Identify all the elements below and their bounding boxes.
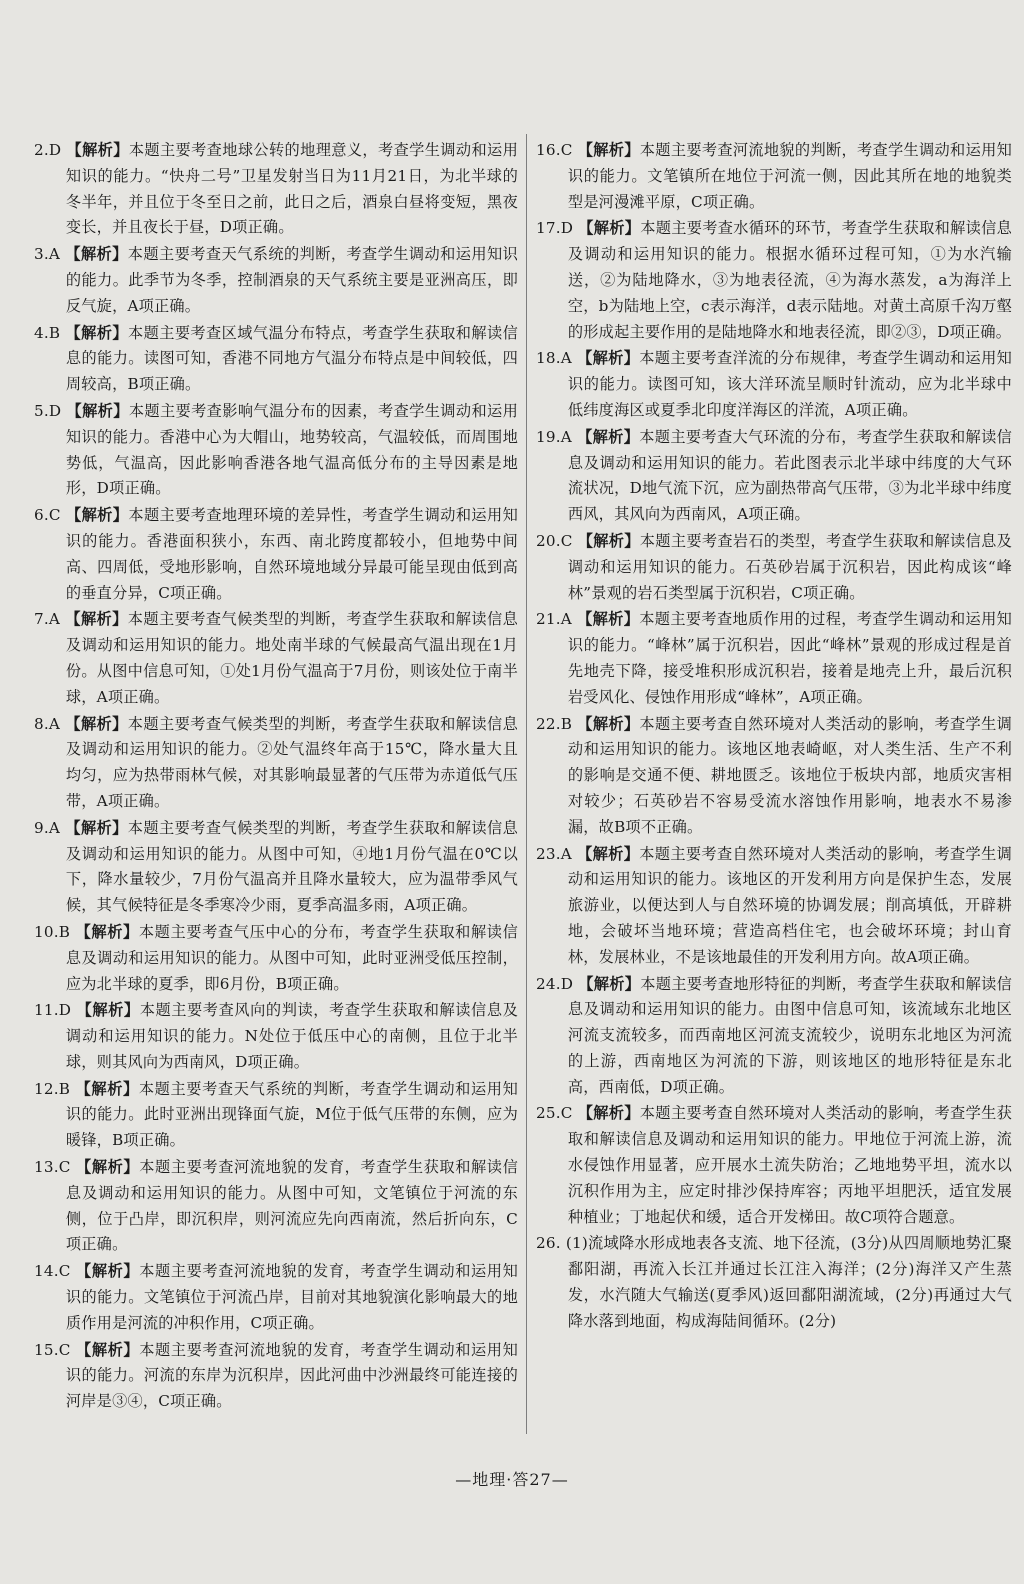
analysis-tag: 【解析】	[577, 349, 640, 368]
analysis-tag: 【解析】	[577, 531, 640, 550]
answer-number: 8.A	[34, 714, 61, 733]
answer-number: 26.	[536, 1234, 561, 1253]
answer-text: 本题主要考查大气环流的分布，考查学生获取和解读信息及调动和运用知识的能力。若此图表示北半球中纬度的大气环流状况，D地气流下沉，应为副热带高气压带，③为北半球中纬度西风，其风向为西南风，A项正确。	[567, 427, 1012, 524]
answer-number: 6.C	[34, 506, 61, 525]
answer-text: 本题主要考查地形特征的判断，考查学生获取和解读信息及调动和运用知识的能力。由图中信息可知，该流域东北地区河流支流较多，而西南地区河流支流较少，说明东北地区为河流的上游，西南地区为河流的下游，则该地区的地形特征是东北高，西南低，D项正确。	[567, 974, 1012, 1096]
analysis-tag: 【解析】	[65, 245, 128, 264]
answer-number: 4.B	[34, 323, 61, 342]
answer-item	[536, 712, 1012, 841]
column-divider	[526, 134, 527, 1434]
analysis-tag: 【解析】	[578, 219, 641, 238]
answer-text: 本题主要考查自然环境对人类活动的影响，考查学生调动和运用知识的能力。该地区地表崎岖，对人类生活、生产不利的影响是交通不便、耕地匮乏。该地位于板块内部，地质灾害相对较少；石英砂岩不容易受流水溶蚀作用影响，地表水不易渗漏，故B项不正确。	[567, 714, 1012, 836]
answer-item	[34, 1338, 518, 1415]
analysis-tag: 【解析】	[65, 610, 128, 629]
answer-item	[34, 242, 518, 319]
answer-text: 本题主要考查地球公转的地理意义，考查学生调动和运用知识的能力。“快舟二号”卫星发射当日为11月21日，为北半球的冬半年，并且位于冬至日之前，此日之后，酒泉白昼将变短，黑夜变长，并且夜长于昼，D项正确。	[65, 141, 518, 237]
answer-number: 18.A	[536, 349, 572, 368]
answer-item	[34, 1155, 518, 1258]
analysis-tag: 【解析】	[577, 427, 640, 446]
answer-text: 本题主要考查天气系统的判断，考查学生调动和运用知识的能力。此时亚洲出现锋面气旋，M位于低气压带的东侧，应为暖锋，B项正确。	[65, 1079, 518, 1150]
answer-text: 本题主要考查气候类型的判断，考查学生获取和解读信息及调动和运用知识的能力。②处气温终年高于15℃，降水量大且均匀，应为热带雨林气候，对其影响最显著的气压带为赤道低气压带，A项正确。	[65, 714, 518, 810]
analysis-tag: 【解析】	[65, 323, 128, 342]
answer-text: 本题主要考查气候类型的判断，考查学生获取和解读信息及调动和运用知识的能力。地处南半球的气候最高气温出现在1月份。从图中信息可知，①处1月份气温高于7月份，则该处位于南半球，A项正确。	[65, 610, 518, 706]
answer-item	[536, 842, 1012, 971]
analysis-tag: 【解析】	[65, 714, 128, 733]
right-column	[536, 138, 1012, 1336]
answer-text: 本题主要考查河流地貌的判断，考查学生调动和运用知识的能力。文笔镇所在地位于河流一侧，因此其所在地的地貌类型是河漫滩平原，C项正确。	[567, 141, 1012, 211]
analysis-tag: 【解析】	[577, 844, 640, 863]
answer-text: 本题主要考查岩石的类型，考查学生获取和解读信息及调动和运用知识的能力。石英砂岩属于沉积岩，因此构成该“峰林”景观的岩石类型属于沉积岩，C项正确。	[567, 531, 1012, 602]
analysis-tag: 【解析】	[577, 141, 640, 159]
answer-item	[536, 138, 1012, 215]
answer-number: 10.B	[34, 922, 71, 941]
analysis-tag: 【解析】	[578, 974, 641, 993]
analysis-tag: 【解析】	[65, 818, 128, 837]
answer-number: 23.A	[536, 844, 572, 863]
analysis-tag: 【解析】	[76, 1158, 140, 1177]
answer-text: 本题主要考查洋流的分布规律，考查学生调动和运用知识的能力。读图可知，该大洋环流呈顺时针流动，应为北半球中低纬度海区或夏季北印度洋海区的洋流，A项正确。	[567, 349, 1012, 419]
answer-item	[34, 607, 518, 710]
answer-item	[34, 712, 518, 815]
answer-number: 12.B	[34, 1079, 71, 1098]
answer-text: (1)流域降水形成地表各支流、地下径流，(3分)从四周顺地势汇聚鄱阳湖，再流入长江并通过长江注入海洋；(2分)海洋又产生蒸发，水汽随大气输送(夏季风)返回鄱阳湖流域，(2分)再通过大气降水落到地面，构成海陆间循环。(2分)	[565, 1234, 1012, 1330]
answer-text: 本题主要考查地理环境的差异性，考查学生调动和运用知识的能力。香港面积狭小，东西、南北跨度都较小，但地势中间高、四周低，受地形影响，自然环境地域分异最可能呈现由低到高的垂直分异，C项正确。	[65, 506, 519, 602]
answer-item	[536, 346, 1012, 423]
analysis-tag: 【解析】	[577, 610, 640, 629]
page-footer: —地理·答27—	[455, 1470, 569, 1489]
left-column	[34, 138, 518, 1416]
answer-text: 本题主要考查气压中心的分布，考查学生获取和解读信息及调动和运用知识的能力。从图中可知，此时亚洲受低压控制，应为北半球的夏季，即6月份，B项正确。	[65, 922, 518, 993]
answer-text: 本题主要考查气候类型的判断，考查学生获取和解读信息及调动和运用知识的能力。从图中可知，④地1月份气温在0℃以下，降水量较少，7月份气温高并且降水量较大，应为温带季风气候，其气候特征是冬季寒冷少雨，夏季高温多雨，A项正确。	[65, 818, 518, 915]
answer-number: 7.A	[34, 610, 61, 629]
answer-item	[536, 1101, 1012, 1230]
answer-number: 9.A	[34, 818, 61, 837]
analysis-tag: 【解析】	[75, 1079, 139, 1098]
answer-number: 24.D	[536, 974, 574, 993]
answer-item	[536, 607, 1012, 710]
answer-item	[536, 216, 1012, 345]
analysis-tag: 【解析】	[76, 1340, 140, 1359]
answer-text: 本题主要考查河流地貌的发育，考查学生调动和运用知识的能力。河流的东岸为沉积岸，因此河曲中沙洲最终可能连接的河岸是③④，C项正确。	[65, 1340, 518, 1411]
answer-item	[536, 529, 1012, 606]
answer-item	[536, 1231, 1012, 1334]
answer-number: 15.C	[34, 1340, 71, 1359]
analysis-tag: 【解析】	[66, 141, 129, 159]
answer-number: 22.B	[536, 714, 573, 733]
answer-item	[34, 1259, 518, 1336]
answer-item	[34, 503, 518, 606]
answer-number: 21.A	[536, 610, 572, 629]
answer-text: 本题主要考查区域气温分布特点，考查学生获取和解读信息的能力。读图可知，香港不同地方气温分布特点是中间较低，四周较高，B项正确。	[65, 323, 519, 394]
answer-number: 17.D	[536, 219, 574, 238]
analysis-tag: 【解析】	[577, 1104, 640, 1123]
analysis-tag: 【解析】	[65, 506, 129, 525]
answer-number: 20.C	[536, 531, 573, 550]
answer-text: 本题主要考查自然环境对人类活动的影响，考查学生调动和运用知识的能力。该地区的开发利用方向是保护生态，发展旅游业，以便达到人与自然环境的协调发展；削高填低，开辟耕地，会破坏当地环境；营造高档住宅，也会破坏环境；封山育林，发展林业，不是该地最佳的开发利用方向。故A项正确。	[567, 844, 1012, 966]
answer-number: 3.A	[34, 245, 61, 264]
answer-item	[34, 920, 518, 997]
answer-item	[536, 972, 1012, 1101]
answer-text: 本题主要考查风向的判读，考查学生获取和解读信息及调动和运用知识的能力。N处位于低压中心的南侧，且位于北半球，则其风向为西南风，D项正确。	[65, 1001, 518, 1071]
answer-item	[34, 399, 518, 502]
answer-text: 本题主要考查影响气温分布的因素，考查学生调动和运用知识的能力。香港中心为大帽山，地势较高，气温较低，而周围地势低，气温高，因此影响香港各地气温高低分布的主导因素是地形，D项正确。	[65, 401, 518, 498]
answer-number: 14.C	[34, 1262, 71, 1281]
analysis-tag: 【解析】	[66, 401, 129, 420]
answer-number: 25.C	[536, 1104, 573, 1123]
answer-text: 本题主要考查河流地貌的发育，考查学生调动和运用知识的能力。文笔镇位于河流凸岸，目前对其地貌演化影响最大的地质作用是河流的冲积作用，C项正确。	[65, 1262, 518, 1332]
answer-number: 2.D	[34, 141, 62, 159]
answer-text: 本题主要考查水循环的环节，考查学生获取和解读信息及调动和运用知识的能力。根据水循环过程可知，①为水汽输送，②为陆地降水，③为地表径流，④为海水蒸发，a为海洋上空，b为陆地上空，c表示海洋，d表示陆地。对黄土高原千沟万壑的形成起主要作用的是陆地降水和地表径流，即②③，D项正确。	[567, 219, 1012, 341]
answer-number: 19.A	[536, 427, 572, 446]
analysis-tag: 【解析】	[75, 922, 139, 941]
answer-item	[34, 321, 518, 398]
answer-item	[536, 425, 1012, 528]
answer-item	[34, 138, 518, 241]
answer-item	[34, 1077, 518, 1154]
answer-text: 本题主要考查天气系统的判断，考查学生调动和运用知识的能力。此季节为冬季，控制酒泉的天气系统主要是亚洲高压，即反气旋，A项正确。	[65, 245, 518, 315]
answer-text: 本题主要考查地质作用的过程，考查学生调动和运用知识的能力。“峰林”属于沉积岩，因此“峰林”景观的形成过程是首先地壳下降，接受堆积形成沉积岩，接着是地壳上升，最后沉积岩受风化、侵蚀作用形成“峰林”，A项正确。	[567, 610, 1012, 706]
answer-text: 本题主要考查河流地貌的发育，考查学生获取和解读信息及调动和运用知识的能力。从图中可知，文笔镇位于河流的东侧，位于凸岸，即沉积岸，则河流应先向西南流，然后折向东，C项正确。	[65, 1158, 518, 1254]
analysis-tag: 【解析】	[76, 1262, 140, 1281]
answer-text: 本题主要考查自然环境对人类活动的影响，考查学生获取和解读信息及调动和运用知识的能力。甲地位于河流上游，流水侵蚀作用显著，应开展水土流失防治；乙地地势平坦，流水以沉积作用为主，应定时排沙保持库容；丙地平坦肥沃，适宜发展种植业；丁地起伏和缓，适合开发梯田。故C项符合题意。	[567, 1104, 1012, 1226]
analysis-tag: 【解析】	[76, 1001, 140, 1020]
answer-number: 16.C	[536, 141, 573, 159]
analysis-tag: 【解析】	[577, 714, 640, 733]
answer-item	[34, 816, 518, 919]
answer-number: 13.C	[34, 1158, 71, 1177]
answer-item	[34, 998, 518, 1075]
answer-number: 11.D	[34, 1001, 72, 1020]
answer-number: 5.D	[34, 401, 62, 420]
